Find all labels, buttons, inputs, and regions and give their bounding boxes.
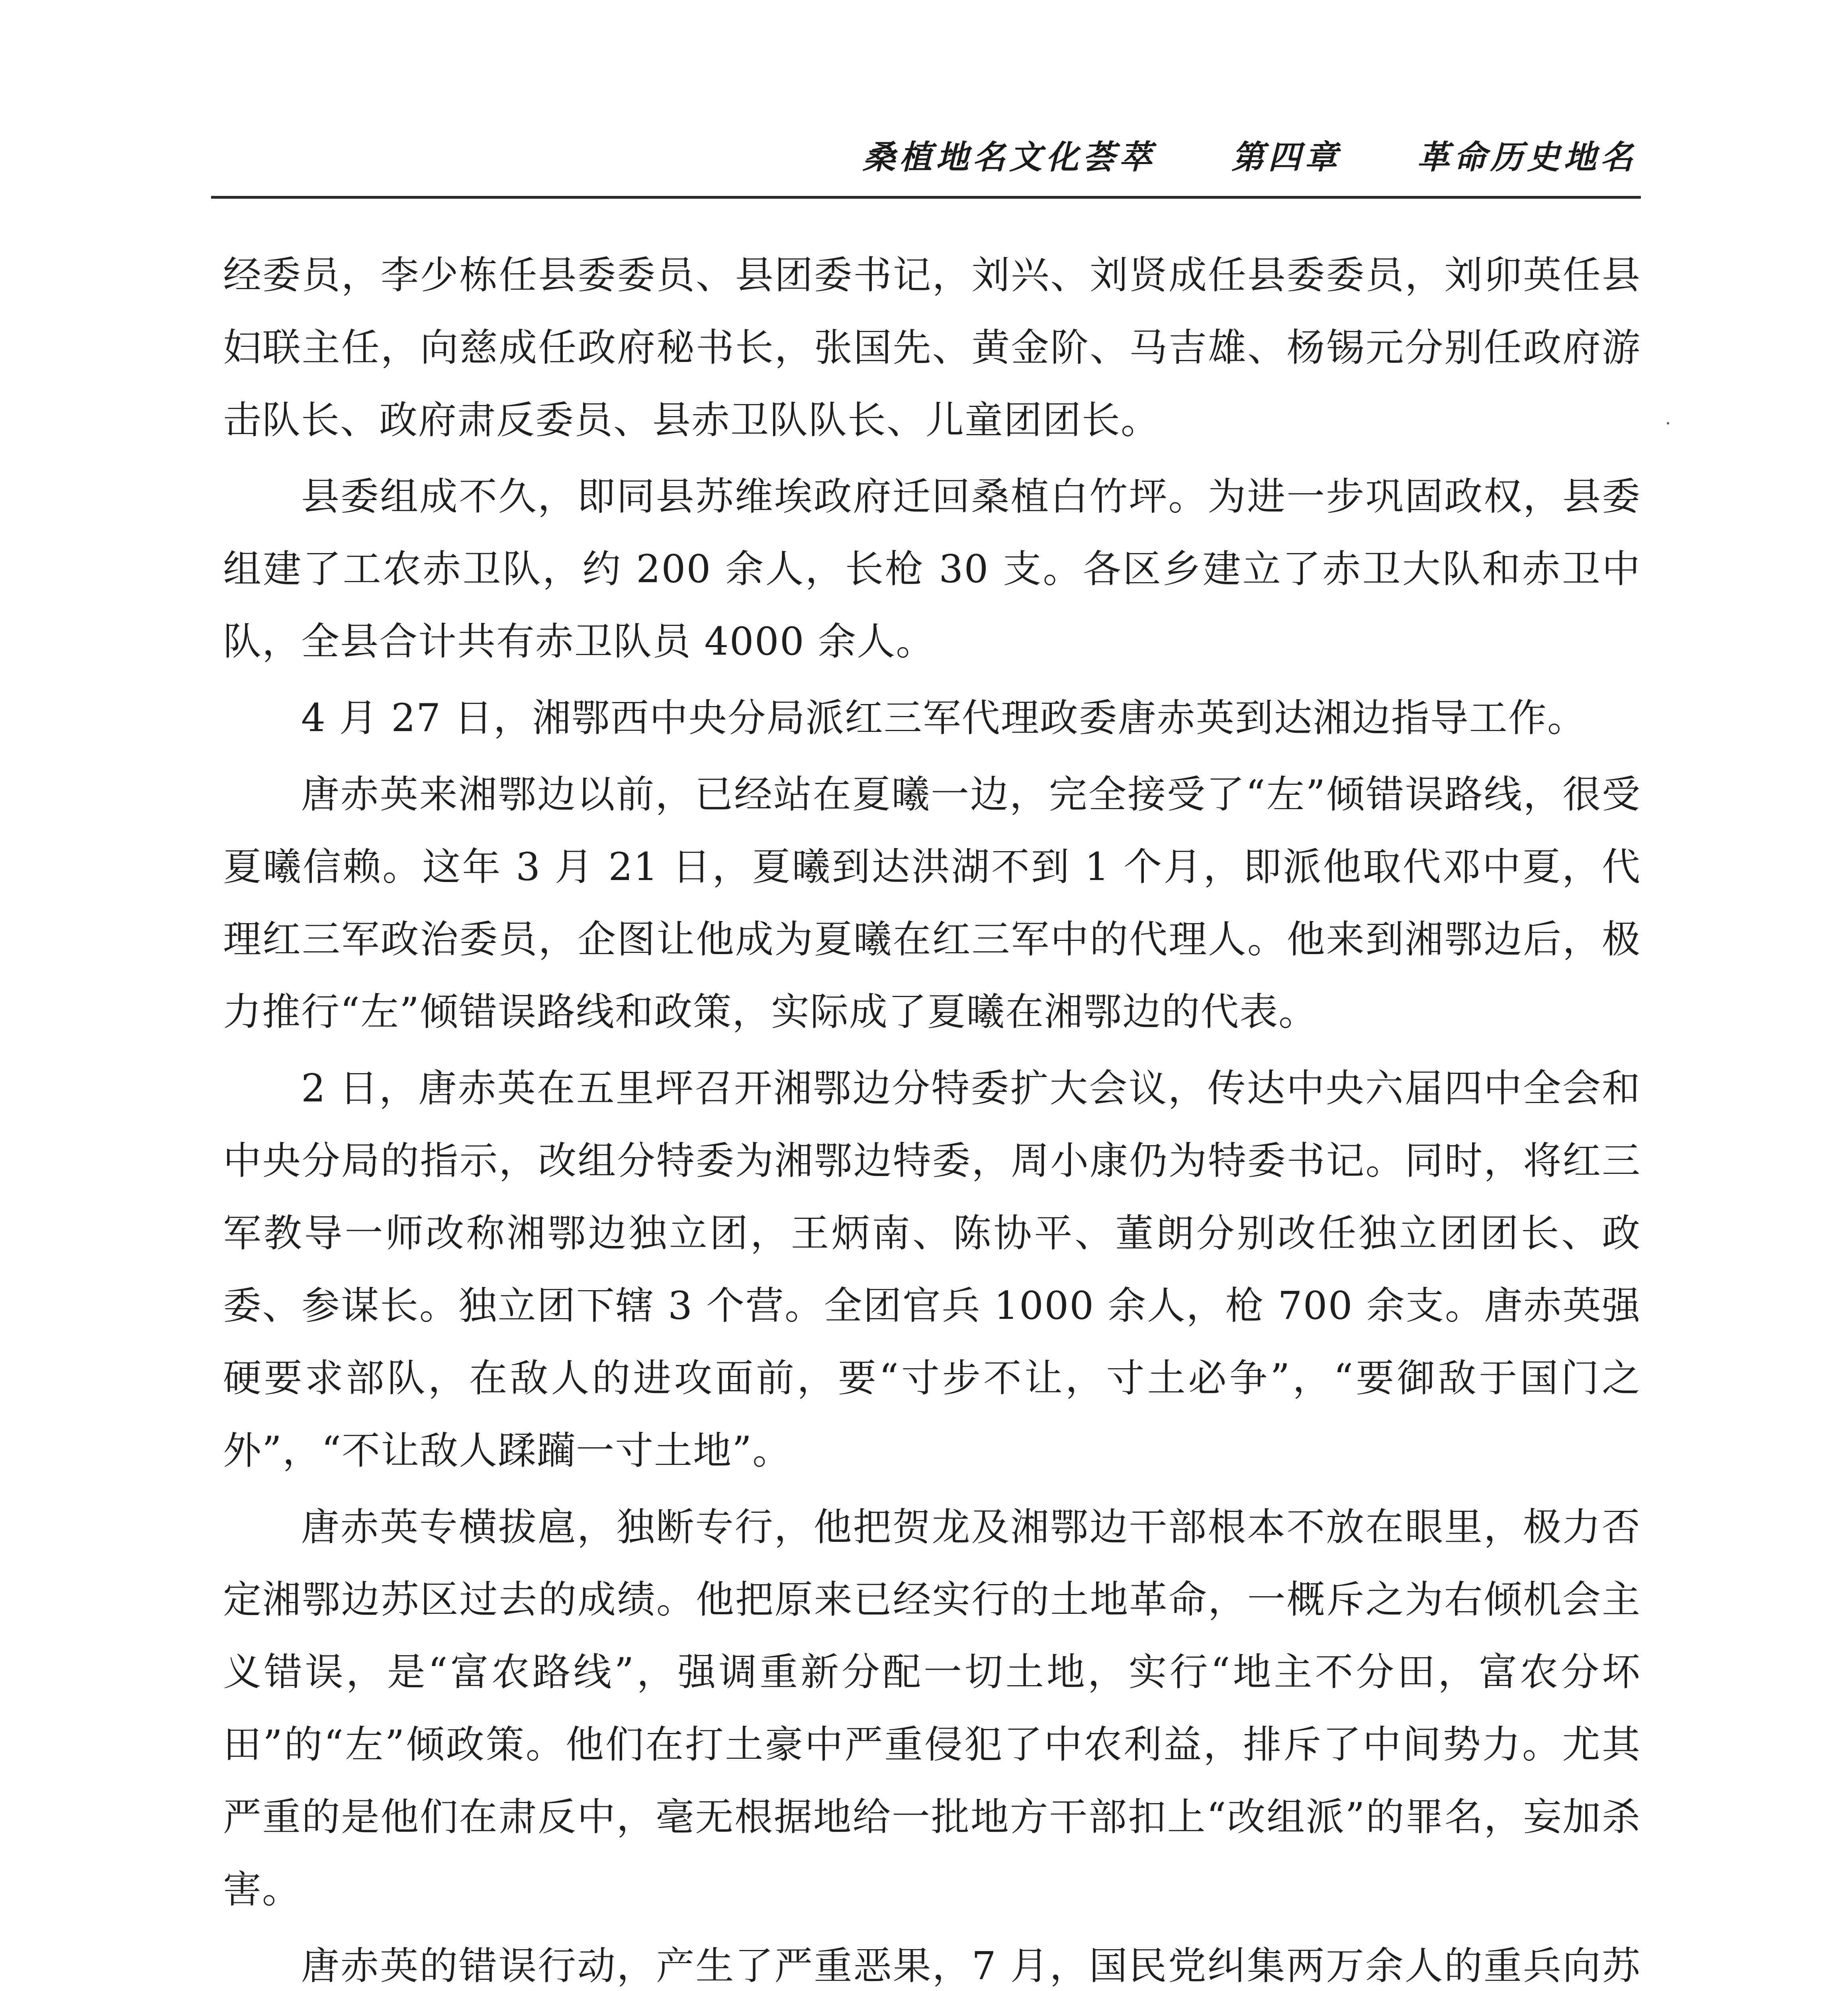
running-header — [863, 131, 1637, 178]
paragraph: 唐赤英专横拔扈，独断专行，他把贺龙及湘鄂边干部根本不放在眼里，极力否定湘鄂边苏区过去的成绩。他把原来已经实行的土地革命，一概斥之为右倾机会主义错误，是“富农路线”，强调重新分配一切土地，实行“地主不分田，富农分坏田”的“左”倾政策。他们在打土豪中严重侵犯了中农利益，排斥了中间势力。尤其严重的是他们在肃反中，毫无根据地给一批地方干部扣上“改组派”的罪名，妄加杀害。 — [223, 1505, 1641, 1912]
paragraph: 4 月 27 日，湘鄂西中央分局派红三军代理政委唐赤英到达湘边指导工作。 — [301, 696, 1586, 740]
paragraph-continued: 经委员，李少栋任县委委员、县团委书记，刘兴、刘贤成任县委委员，刘卯英任县妇联主任，向慈成任政府秘书长，张国先、黄金阶、马吉雄、杨锡元分别任政府游击队长、政府肃反委员、县赤卫队队长、儿童团团长。 — [223, 253, 1641, 442]
paragraph: 县委组成不久，即同县苏维埃政府迁回桑植白竹坪。为进一步巩固政权，县委组建了工农赤卫队，约 200 余人，长枪 30 支。各区乡建立了赤卫大队和赤卫中队，全县合计共有赤卫队员 4000 余人。 — [223, 474, 1641, 664]
header-book-title: 桑植地名文化荟萃 — [863, 139, 1156, 176]
header-rule — [211, 196, 1641, 199]
paragraph: 唐赤英的错误行动，产生了严重恶果，7 月，国民党纠集两万余人的重兵向苏 — [301, 1944, 1641, 1988]
paragraph: 2 日，唐赤英在五里坪召开湘鄂边分特委扩大会议，传达中央六届四中全会和中央分局的指示，改组分特委为湘鄂边特委，周小康仍为特委书记。同时，将红三军教导一师改称湘鄂边独立团，王炳南、陈协平、董朗分别改任独立团团长、政委、参谋长。独立团下辖 3 个营。全团官兵 1000 余人，枪 700 余支。唐赤英强硬要求部队，在敌人的进攻面前，要“寸步不让，寸土必争”，“要御敌于国门之外”，“不让敌人蹂躏一寸土地”。 — [223, 1066, 1641, 1473]
body-text — [223, 239, 1641, 1991]
header-chapter: 第四章 — [1231, 139, 1341, 176]
header-section: 革命历史地名 — [1417, 139, 1637, 176]
paragraph: 唐赤英来湘鄂边以前，已经站在夏曦一边，完全接受了“左”倾错误路线，很受夏曦信赖。这年 3 月 21 日，夏曦到达洪湖不到 1 个月，即派他取代邓中夏，代理红三军政治委员，企图让他成为夏曦在红三军中的代理人。他来到湘鄂边后，极力推行“左”倾错误路线和政策，实际成了夏曦在湘鄂边的代表。 — [223, 772, 1641, 1034]
scan-speck — [1667, 422, 1669, 424]
